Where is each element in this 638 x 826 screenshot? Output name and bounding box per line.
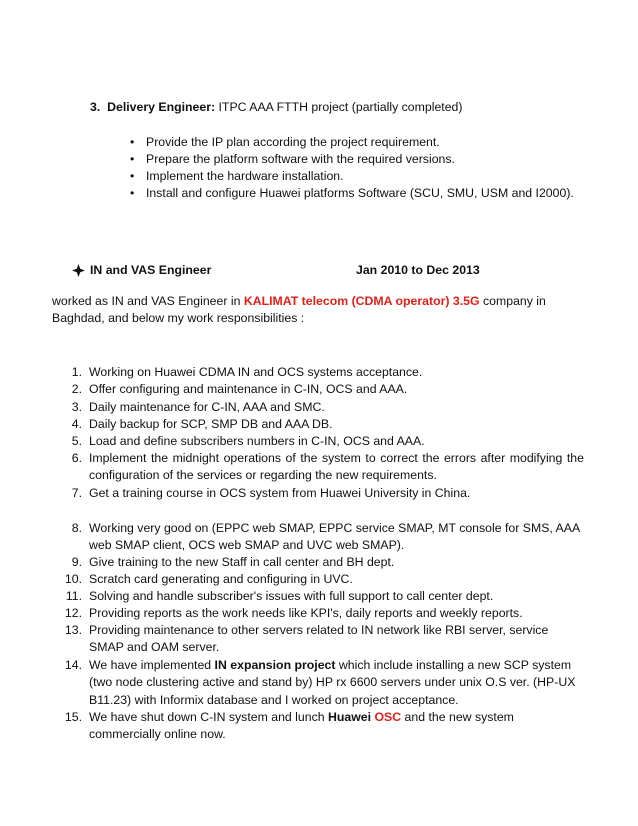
item-number: 9. <box>71 555 82 569</box>
item-number: 7. <box>71 486 82 500</box>
item-bold-text: Huawei <box>328 710 372 724</box>
delivery-title: Delivery Engineer: <box>107 100 216 114</box>
item-number: 5. <box>71 434 82 448</box>
item-number: 10. <box>64 572 82 586</box>
item-number: 12. <box>64 606 82 620</box>
delivery-bullet: Install and configure Huawei platforms Software (SCU, SMU, USM and I2000). <box>146 186 574 200</box>
item-number: 11. <box>65 589 82 603</box>
list-item: Solving and handle subscriber's issues with full support to call center dept. <box>89 589 494 603</box>
role-dates: Jan 2010 to Dec 2013 <box>356 263 480 277</box>
role-title: IN and VAS Engineer <box>90 263 212 277</box>
diamond-bullet-icon <box>72 264 85 277</box>
list-item: Daily maintenance for C-IN, AAA and SMC. <box>89 400 325 414</box>
delivery-bullet: Implement the hardware installation. <box>146 169 344 183</box>
intro-text: worked as IN and VAS Engineer in <box>52 294 244 308</box>
delivery-bullet: Prepare the platform software with the required versions. <box>146 152 455 166</box>
item-text: We have shut down C-IN system and lunch <box>89 710 328 724</box>
bullet-dot-icon: • <box>130 135 135 149</box>
item-number: 14. <box>64 658 82 672</box>
delivery-bullet: Provide the IP plan according the project requirement. <box>146 135 440 149</box>
list-item: Working on Huawei CDMA IN and OCS systems acceptance. <box>89 365 423 379</box>
list-item: Implement the midnight operations of the system to correct the errors after modifying the configuration of the services or regarding the new requirements. <box>89 451 584 483</box>
item-number: 3. <box>71 400 82 414</box>
item-number: 8. <box>71 521 82 535</box>
list-item: Offer configuring and maintenance in C-IN, OCS and AAA. <box>89 382 408 396</box>
list-item: Working very good on (EPPC web SMAP, EPPC service SMAP, MT console for SMS, AAA web SMAP client, OCS web SMAP and UVC web SMAP). <box>89 521 580 553</box>
delivery-desc: ITPC AAA FTTH project (partially completed) <box>215 100 463 114</box>
list-item: Providing maintenance to other servers related to IN network like RBI server, service SMAP and OAM server. <box>89 623 549 655</box>
item-number: 6. <box>71 451 82 465</box>
item-number: 1. <box>71 365 82 379</box>
bullet-dot-icon: • <box>130 152 135 166</box>
list-item <box>89 657 584 709</box>
intro-text: company in Baghdad, and below my work responsibilities : <box>52 294 546 326</box>
item-number: 13. <box>64 623 82 637</box>
list-item: Load and define subscribers numbers in C-IN, OCS and AAA. <box>89 434 425 448</box>
bullet-dot-icon: • <box>130 169 135 183</box>
list-item: Providing reports as the work needs like KPI's, daily reports and weekly reports. <box>89 606 523 620</box>
item-text: We have implemented <box>89 658 215 672</box>
list-item: Give training to the new Staff in call center and BH dept. <box>89 555 395 569</box>
bullet-dot-icon: • <box>130 186 135 200</box>
company-name: KALIMAT telecom (CDMA operator) 3.5G <box>243 294 480 308</box>
delivery-heading <box>90 99 590 116</box>
list-item: Get a training course in OCS system from Huawei University in China. <box>89 486 471 500</box>
item-bold-text: IN expansion project <box>214 658 336 672</box>
role-intro <box>52 293 592 328</box>
item-text: which include installing a new SCP system (two node clustering active and stand by) HP rx 6600 servers under unix O.S ver. (HP-UX B11.23) with Informix database and I worked on project acceptance. <box>89 658 576 707</box>
list-item: Daily backup for SCP, SMP DB and AAA DB. <box>89 417 333 431</box>
item-number: 4. <box>71 417 82 431</box>
item-number: 15. <box>64 710 82 724</box>
item-red-text: OSC <box>374 710 402 724</box>
item-number: 2. <box>71 382 82 396</box>
delivery-number: 3. <box>90 100 101 114</box>
item-text: and the new system commercially online now. <box>89 710 514 742</box>
list-item: Scratch card generating and configuring in UVC. <box>89 572 353 586</box>
list-item <box>89 709 584 744</box>
